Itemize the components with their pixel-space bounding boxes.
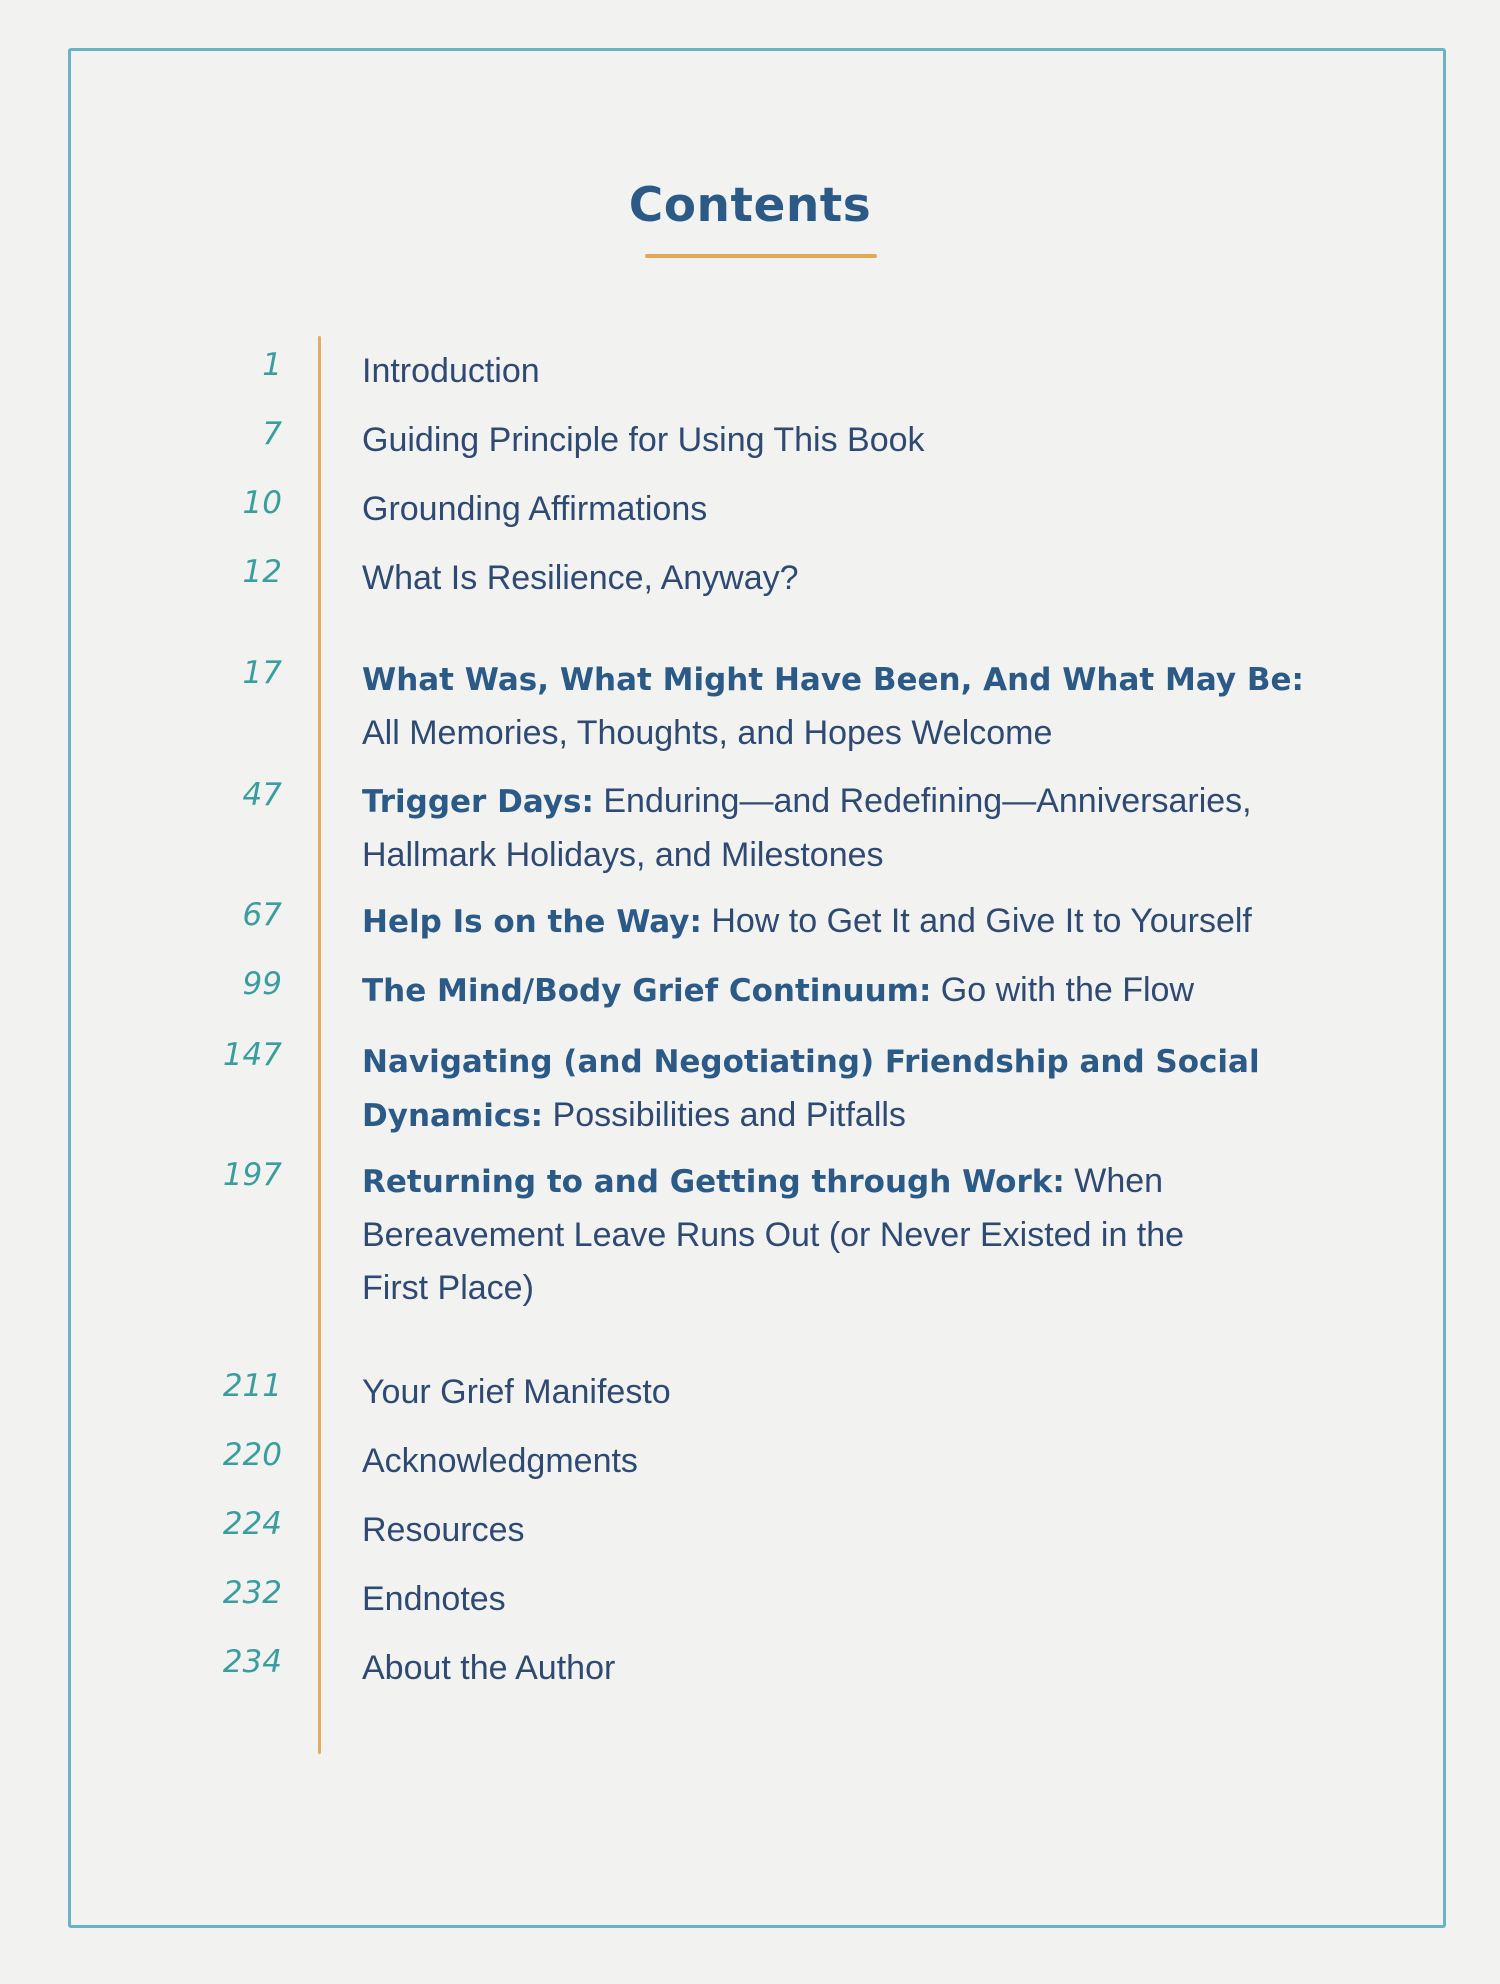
toc-page-number: 10 [242, 485, 282, 521]
toc-entry-text [362, 653, 1322, 760]
toc-entry-title: Possibilities and Pitfalls [552, 1096, 906, 1134]
toc-page-number: 211 [222, 1368, 282, 1404]
toc-entry-title: Enduring—and Redefining—Anniversaries, Hallmark Holidays, and Milestones [362, 782, 1252, 874]
toc-entry-text [362, 414, 1322, 468]
toc-entry-title: About the Author [362, 1649, 616, 1687]
page-title: Contents [628, 178, 872, 233]
toc-entry-bold: Help Is on the Way: [362, 904, 702, 940]
toc-page-number: 7 [262, 416, 282, 452]
toc-page-number: 224 [222, 1506, 282, 1542]
toc-entry-text [362, 1155, 1212, 1315]
toc-entry-title: Guiding Principle for Using This Book [362, 421, 925, 459]
toc-entry-text [362, 775, 1322, 882]
toc-entry-title: All Memories, Thoughts, and Hopes Welcome [362, 714, 1053, 752]
toc-entry-title: Acknowledgments [362, 1442, 638, 1480]
toc-page-number: 99 [242, 966, 282, 1002]
toc-page-number: 1 [262, 347, 282, 383]
title-underline [645, 254, 877, 258]
toc-entry-bold: Returning to and Getting through Work: [362, 1164, 1065, 1200]
toc-entry-text [362, 1642, 1322, 1696]
toc-entry-title: Go with the Flow [940, 971, 1195, 1009]
toc-entry-title: Your Grief Manifesto [362, 1373, 671, 1411]
toc-page-number: 220 [222, 1437, 282, 1473]
toc-page-number: 12 [242, 554, 282, 590]
toc-page-number: 234 [222, 1644, 282, 1680]
toc-entry-title: Grounding Affirmations [362, 490, 708, 528]
toc-entry-text [362, 964, 1322, 1018]
toc-entry-text [362, 483, 1322, 537]
toc-entry-title: When Bereavement Leave Runs Out (or Never Existed in the First Place) [362, 1162, 1185, 1307]
toc-entry-text [362, 345, 1322, 399]
toc-entry-text [362, 1435, 1322, 1489]
toc-entry-title: What Is Resilience, Anyway? [362, 559, 799, 597]
toc-entry-bold: Trigger Days: [362, 784, 594, 820]
toc-page-number: 47 [242, 777, 282, 813]
toc-entry-title: Introduction [362, 352, 540, 390]
toc-page-number: 197 [222, 1157, 282, 1193]
toc-entry-title: Resources [362, 1511, 525, 1549]
toc-entry-bold: The Mind/Body Grief Continuum: [362, 973, 932, 1009]
toc-entry-text [362, 1573, 1322, 1627]
toc-entry-text [362, 552, 1322, 606]
toc-page-number: 232 [222, 1575, 282, 1611]
toc-divider-line [318, 336, 321, 1754]
toc-entry-title: Endnotes [362, 1580, 506, 1618]
toc-entry-title: How to Get It and Give It to Yourself [711, 902, 1252, 940]
toc-entry-text [362, 895, 1322, 949]
toc-entry-bold: Navigating (and Negotiating) Friendship and Social Dynamics: [362, 1044, 1260, 1134]
toc-page-number: 67 [242, 897, 282, 933]
toc-page-number: 147 [222, 1037, 282, 1073]
toc-entry-text [362, 1366, 1322, 1420]
toc-entry-text [362, 1035, 1322, 1143]
toc-page-number: 17 [242, 655, 282, 691]
toc-entry-bold: What Was, What Might Have Been, And What May Be: [362, 662, 1304, 698]
toc-entry-text [362, 1504, 1322, 1558]
